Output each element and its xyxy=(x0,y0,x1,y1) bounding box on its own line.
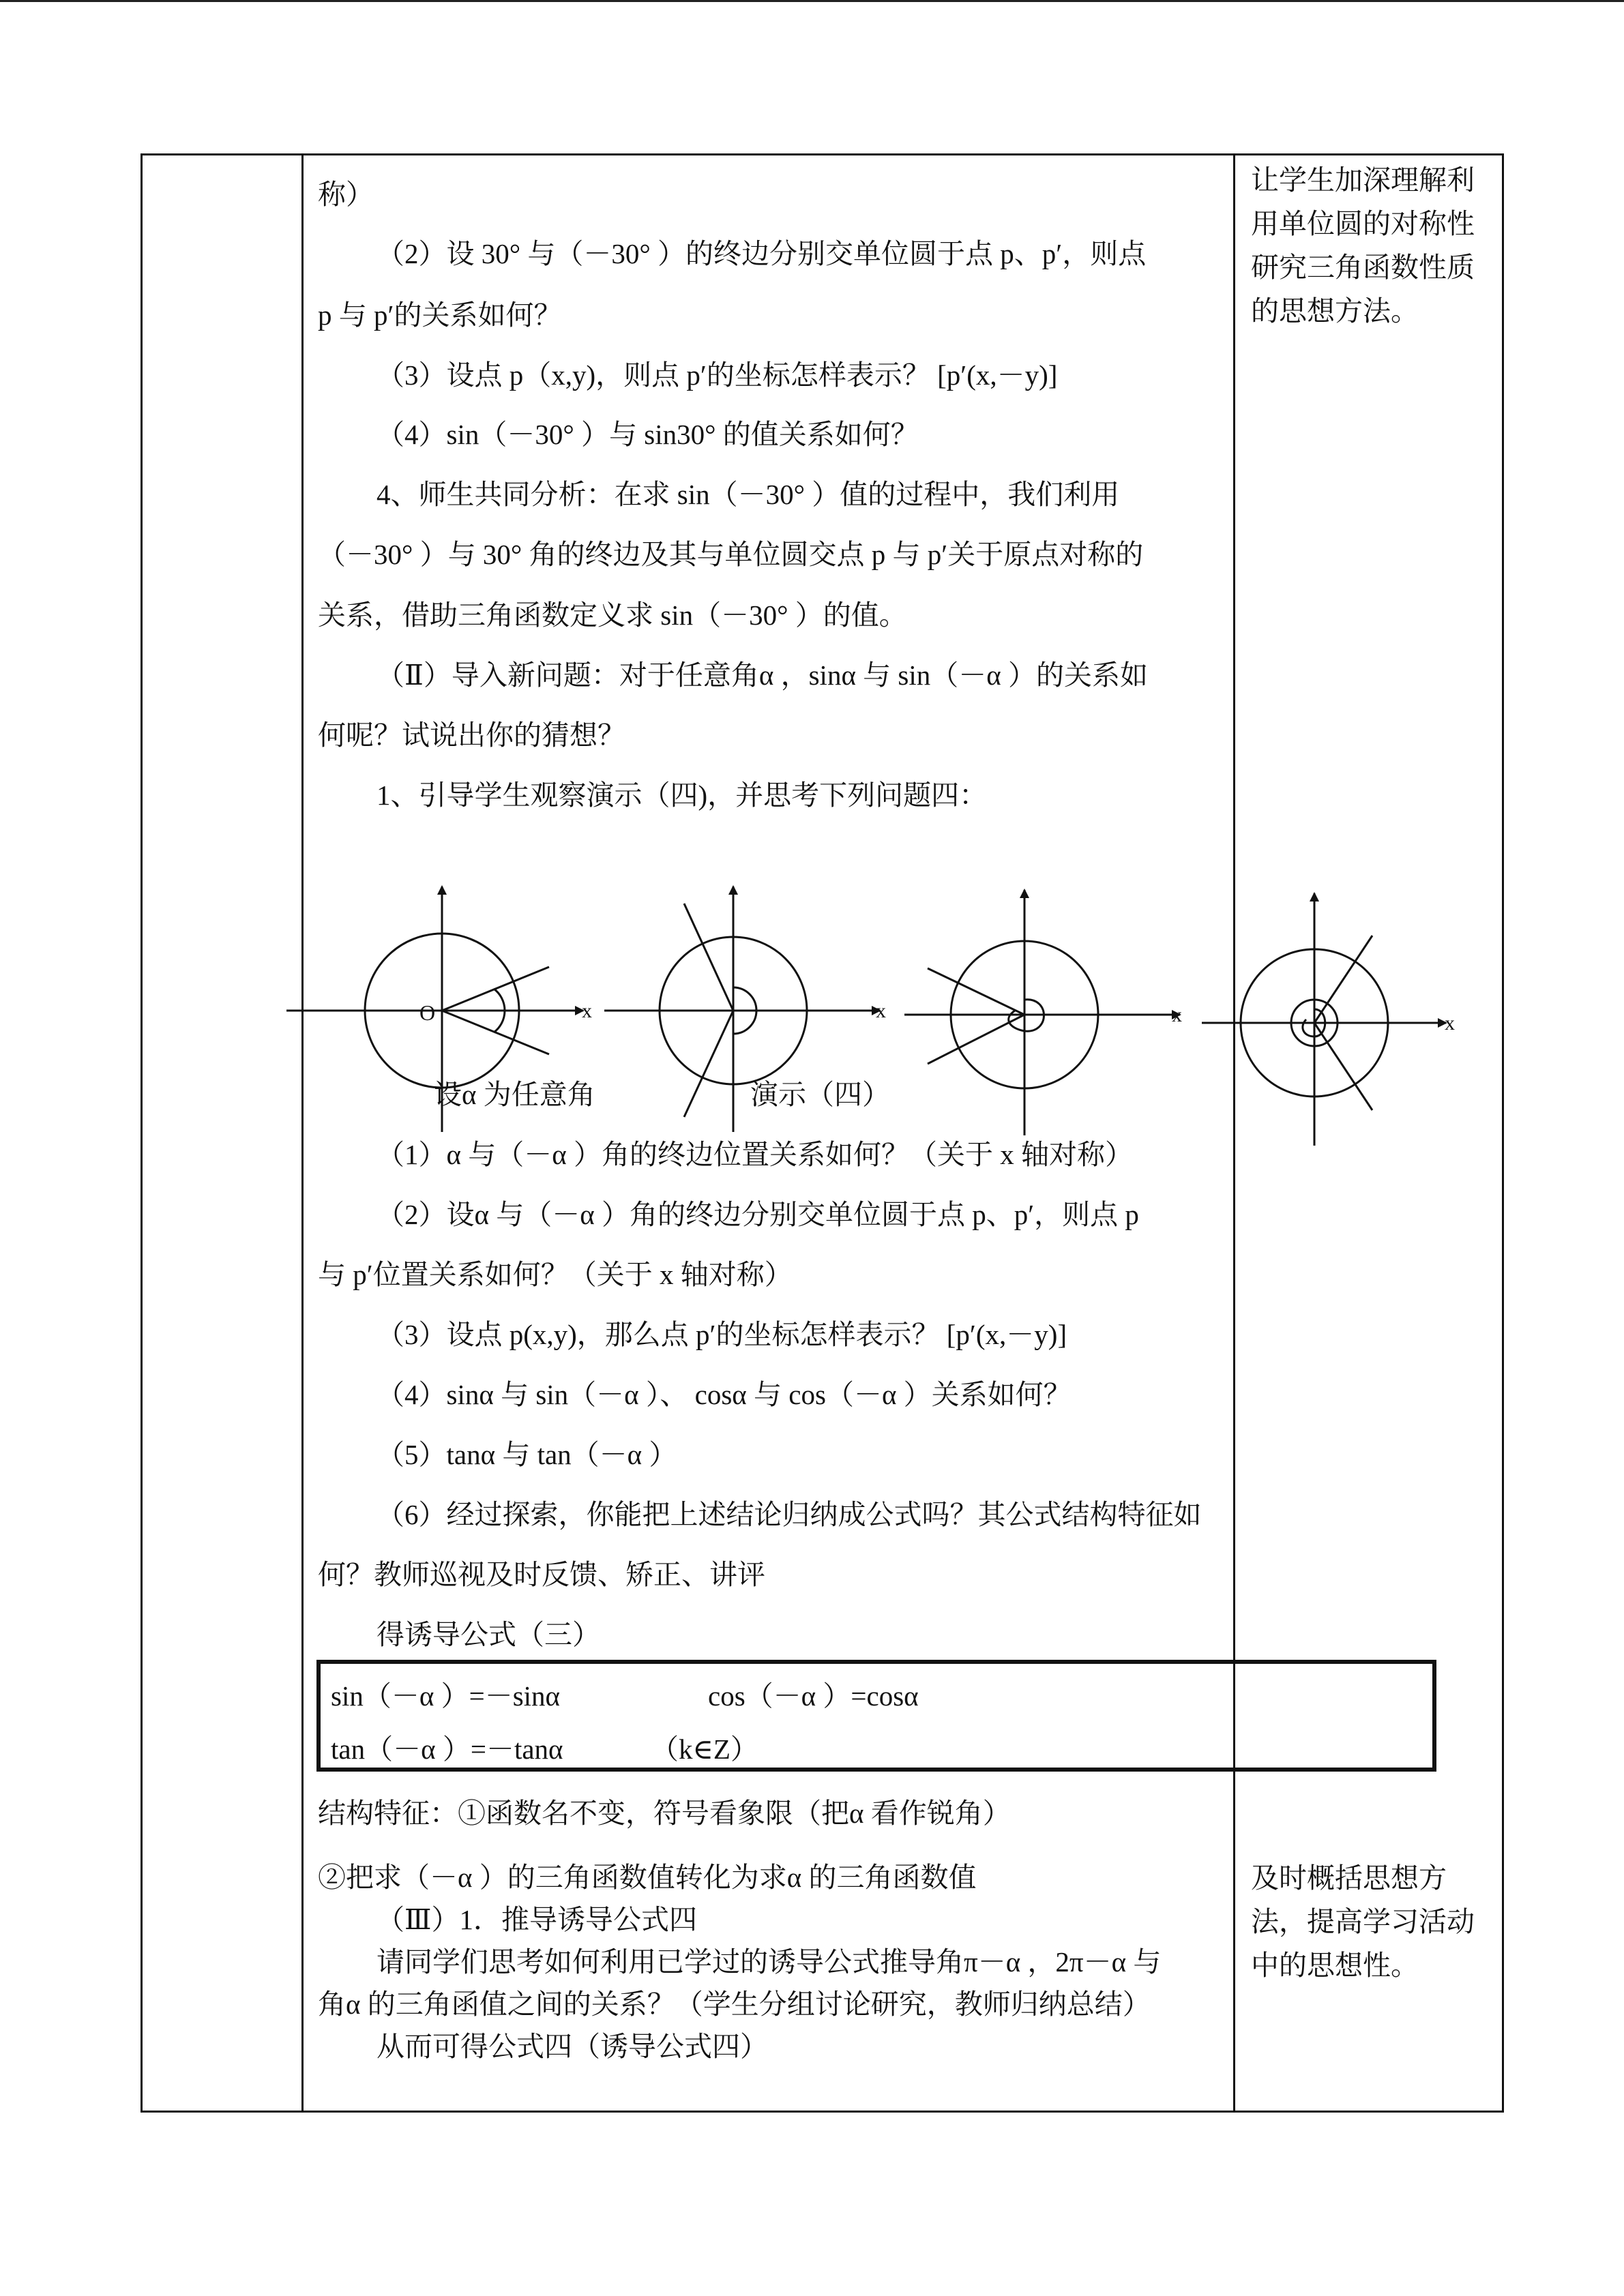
text-line: （4）sinα 与 sin（－α ）、 cosα 与 cos（－α ）关系如何？ xyxy=(377,1379,1072,1410)
text-line: （5）tanα 与 tan（－α ） xyxy=(377,1439,677,1470)
text-line: 1、引导学生观察演示（四)，并思考下列问题四： xyxy=(377,779,988,811)
side-note-2 xyxy=(1251,1856,1490,1987)
text-line: 角α 的三角函值之间的关系？（学生分组讨论研究，教师归纳总结） xyxy=(318,1988,1151,2020)
text-line: （3）设点 p（x,y)，则点 p′的坐标怎样表示？ [p′(x,－y)] xyxy=(377,359,1058,391)
text-line: （3）设点 p(x,y)，那么点 p′的坐标怎样表示？ [p′(x,－y)] xyxy=(377,1319,1067,1350)
text-line: 关系，借助三角函数定义求 sin（－30° ）的值。 xyxy=(318,599,907,631)
text-line: （6）经过探索，你能把上述结论归纳成公式吗？其公式结构特征如 xyxy=(377,1499,1202,1530)
side-note-line: 用单位圆的对称性 xyxy=(1251,208,1475,239)
text-line: （2）设α 与（－α ）角的终边分别交单位圆于点 p、p′，则点 p xyxy=(377,1199,1139,1230)
text-line: （1）α 与（－α ）角的终边位置关系如何？（关于 x 轴对称） xyxy=(377,1139,1133,1170)
text-line: （Ⅲ）1．推导诱导公式四 xyxy=(377,1904,698,1935)
text-line: 4、师生共同分析：在求 sin（－30° ）值的过程中，我们利用 xyxy=(377,479,1120,510)
text-line: 从而可得公式四（诱导公式四） xyxy=(377,2031,768,2062)
x-axis-label: x xyxy=(876,1000,886,1022)
side-note-line: 中的思想性。 xyxy=(1251,1950,1419,1981)
text-line: （Ⅱ）导入新问题：对于任意角α ，sinα 与 sin（－α ）的关系如 xyxy=(377,659,1149,691)
text-line: p 与 p′的关系如何？ xyxy=(318,299,562,331)
x-axis-label: x xyxy=(1172,1004,1182,1026)
text-line: ②把求（－α ）的三角函数值转化为求α 的三角函数值 xyxy=(318,1862,977,1893)
text-line: 得诱导公式（三） xyxy=(377,1619,600,1650)
text-line: 何呢？试说出你的猜想？ xyxy=(318,719,625,751)
formula-tan: tan（－α ）=－tanα xyxy=(331,1733,563,1765)
x-axis-label: x xyxy=(582,1000,592,1022)
text-line: （4）sin（－30° ）与 sin30° 的值关系如何？ xyxy=(377,419,919,450)
text-line: （2）设 30° 与（－30° ）的终边分别交单位圆于点 p、p′，则点 xyxy=(377,238,1147,269)
text-line: 结构特征：①函数名不变，符号看象限（把α 看作锐角） xyxy=(318,1798,1011,1829)
formula-k-domain: （k∈Z） xyxy=(651,1733,758,1765)
side-note-line: 及时概括思想方 xyxy=(1251,1862,1447,1894)
figure-caption-right: 演示（四） xyxy=(750,1079,890,1110)
side-note-line: 的思想方法。 xyxy=(1251,295,1419,327)
text-line: 与 p′位置关系如何？（关于 x 轴对称） xyxy=(318,1259,793,1290)
figure-caption-left: 设α 为任意角 xyxy=(434,1079,595,1110)
side-note-line: 法，提高学习活动 xyxy=(1251,1906,1475,1937)
text-line: （－30° ）与 30° 角的终边及其与单位圆交点 p 与 p′关于原点对称的 xyxy=(318,539,1144,570)
side-note-line: 研究三角函数性质 xyxy=(1251,252,1475,283)
formula-sin: sin（－α ）=－sinα xyxy=(331,1680,561,1712)
formula-cos: cos（－α ）=cosα xyxy=(708,1680,919,1712)
text-line: 何？教师巡视及时反馈、矫正、讲评 xyxy=(318,1559,765,1590)
side-note-line: 让学生加深理解利 xyxy=(1251,164,1475,196)
origin-label: O xyxy=(419,1000,436,1025)
unit-circle-diagram-3 xyxy=(904,890,1180,1135)
x-axis-label: x xyxy=(1445,1012,1455,1034)
text-line: 称） xyxy=(318,179,374,210)
text-line: 请同学们思考如何利用已学过的诱导公式推导角π－α ，2π－α 与 xyxy=(377,1946,1162,1978)
unit-circle-diagram-4 xyxy=(1202,893,1446,1146)
